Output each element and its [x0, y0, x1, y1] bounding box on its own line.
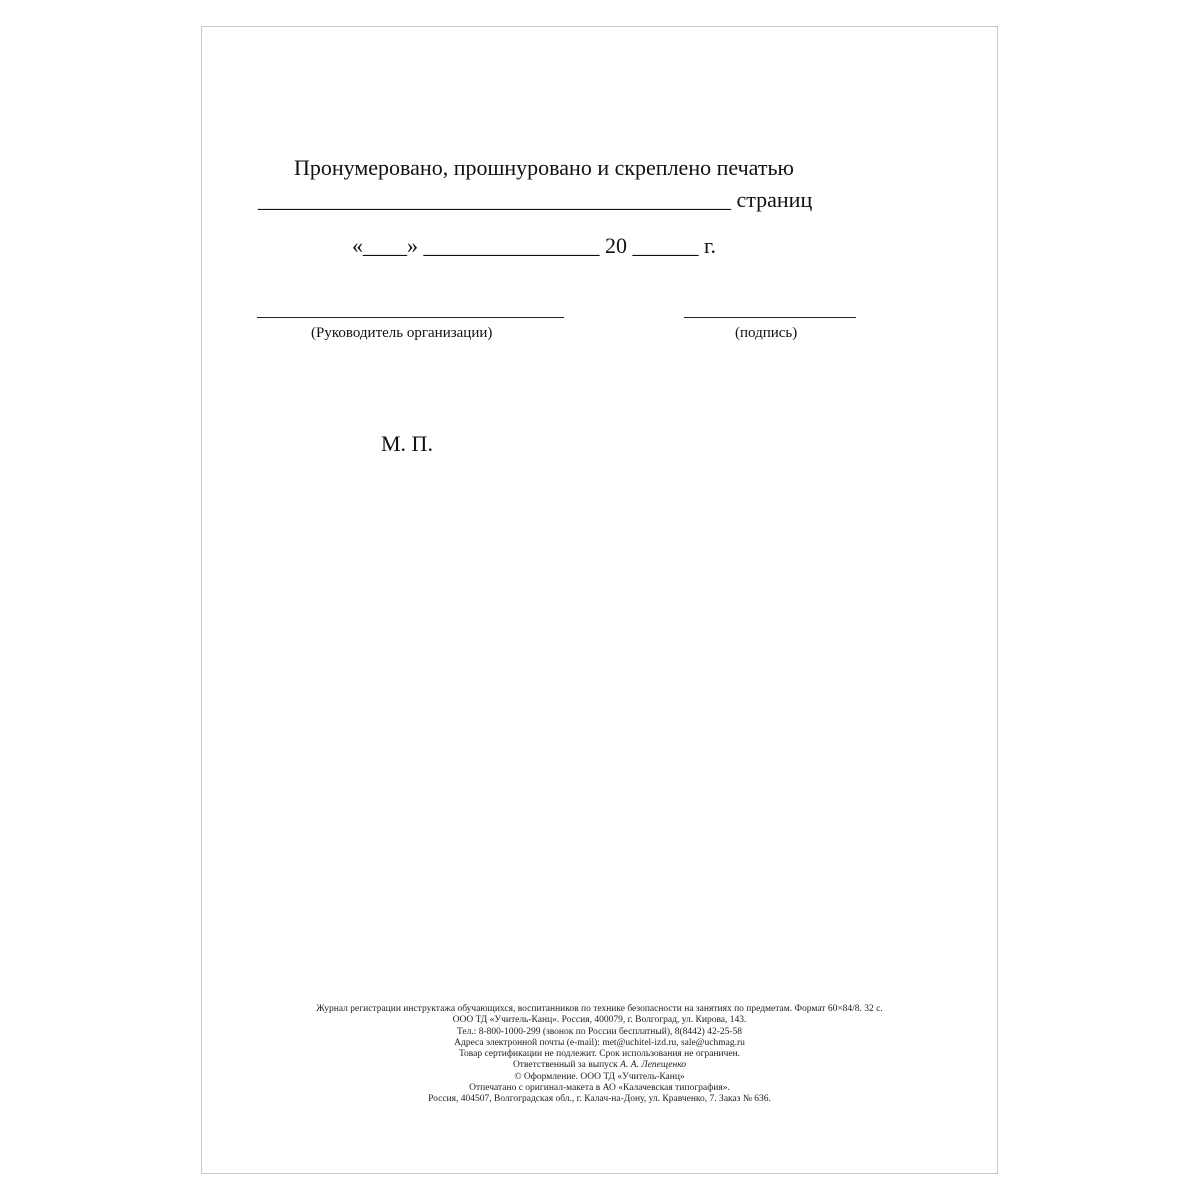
page-count-line: ___________________________________________ страниц: [258, 187, 813, 212]
certification-heading: Пронумеровано, прошнуровано и скреплено печатью: [294, 155, 794, 180]
imprint-line: Отпечатано с оригинал-макета в АО «Калачевская типография».: [469, 1083, 730, 1094]
signature-line: [684, 317, 856, 318]
imprint-line: Товар сертификации не подлежит. Срок использования не ограничен.: [458, 1049, 741, 1060]
imprint-line: Журнал регистрации инструктажа обучающихся, воспитанников по технике безопасности на занятиях по предметам. Формат 60×84/8. 32 с.: [316, 1004, 883, 1014]
imprint-line: Тел.: 8-800-1000-299 (звонок по России бесплатный), 8(8442) 42-25-58: [456, 1026, 743, 1037]
imprint-line: Адреса электронной почты (e-mail): met@uchitel-izd.ru, sale@uchmag.ru: [454, 1037, 745, 1048]
imprint-responsible-label: Ответственный за выпуск: [512, 1060, 621, 1071]
imprint-line: Россия, 404507, Волгоградская обл., г. Калач-на-Дону, ул. Кравченко, 7. Заказ № 636.: [428, 1094, 771, 1105]
imprint-line: © Оформление. ООО ТД «Учитель-Канц»: [514, 1071, 685, 1082]
document-page: [201, 26, 998, 1174]
date-line: «____» ________________ 20 ______ г.: [352, 233, 717, 258]
imprint-line: ООО ТД «Учитель-Канц». Россия, 400079, г. Волгоград, ул. Кирова, 143.: [452, 1015, 747, 1026]
stamp-place-label: М. П.: [381, 431, 433, 456]
imprint-responsible-line: [202, 1060, 997, 1071]
imprint-responsible-name: А. А. Лепещенко: [620, 1060, 687, 1071]
imprint-block: [202, 1004, 997, 1106]
head-signature-line: [257, 317, 564, 318]
head-caption: (Руководитель организации): [311, 325, 493, 341]
signature-caption: (подпись): [735, 325, 798, 341]
